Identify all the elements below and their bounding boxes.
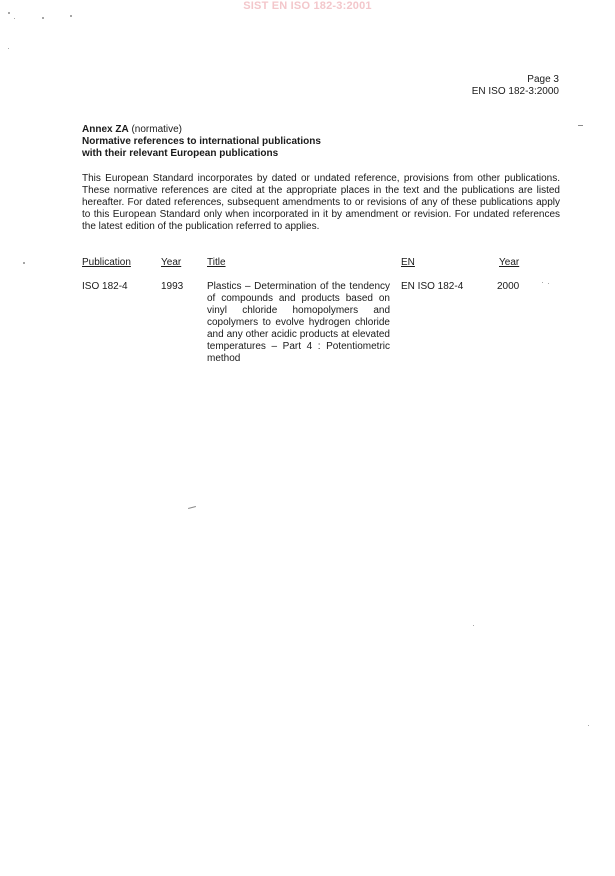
scan-speck [548, 283, 549, 284]
scan-speck [42, 17, 44, 19]
scan-speck [473, 625, 474, 626]
intro-paragraph: This European Standard incorporates by dated or undated reference, provisions from other publications. These normative references are cited at the appropriate places in the text and the publications are listed hereafter. For dated references, subsequent amendments to or revisions of any of these publications apply to this European Standard only when incorporated in it by amendment or revision. For undated references the latest edition of the publication referred to applies. [82, 173, 560, 232]
annex-qualifier: (normative) [128, 124, 183, 135]
annex-title-line2: with their relevant European publications [82, 148, 279, 159]
row-publication: ISO 182-4 [82, 281, 128, 292]
scan-speck [188, 506, 196, 509]
standard-number: EN ISO 182-3:2000 [471, 86, 559, 97]
header-year: Year [161, 257, 182, 268]
scan-speck [23, 262, 25, 264]
annex-title-line1: Normative references to international publications [82, 136, 321, 147]
page-header [472, 74, 559, 98]
scan-speck [14, 18, 15, 19]
annex-label-line [82, 124, 562, 136]
scan-speck [70, 15, 72, 17]
header-title: Title [207, 257, 226, 268]
scan-speck [578, 125, 583, 126]
scan-speck [8, 48, 9, 49]
scan-speck [542, 282, 543, 283]
header-en: EN [401, 257, 415, 268]
page-number: Page 3 [527, 74, 559, 85]
header-en-year: Year [499, 257, 520, 268]
row-year: 1993 [161, 281, 184, 292]
row-title: Plastics – Determination of the tendency of compounds and products based on vinyl chloride homopolymers and copolymers to evolve hydrogen chloride and any other acidic products at elevated temperatures – Part 4 : Potentiometric method [207, 281, 390, 364]
row-en-year: 2000 [497, 281, 520, 292]
header-publication: Publication [82, 257, 131, 268]
scan-speck [588, 725, 589, 726]
watermark: SIST EN ISO 182-3:2001 [243, 0, 372, 12]
annex-heading [82, 124, 562, 160]
annex-label: Annex ZA [82, 124, 129, 135]
row-en: EN ISO 182-4 [401, 281, 464, 292]
scan-speck [8, 12, 10, 14]
